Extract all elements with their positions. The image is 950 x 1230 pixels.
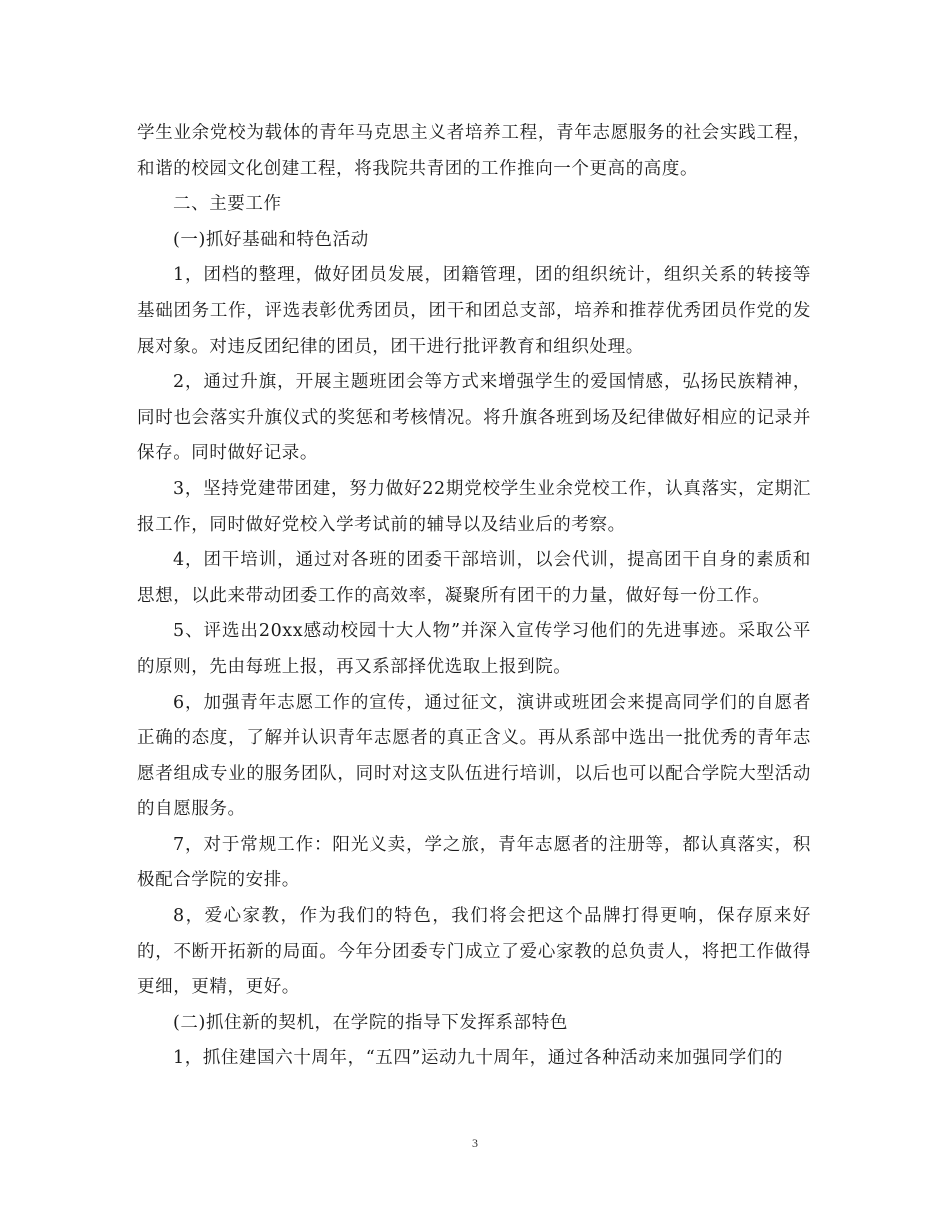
- paragraph: 1，团档的整理，做好团员发展，团籍管理，团的组织统计，组织关系的转接等基础团务工作，评选表彰优秀团员，团干和团总支部，培养和推荐优秀团员作党的发展对象。对违反团纪律的团员，团干进行批评教育和组织处理。: [137, 265, 811, 357]
- paragraph: 2，通过升旗，开展主题班团会等方式来增强学生的爱国情感，弘扬民族精神，同时也会落实升旗仪式的奖惩和考核情况。将升旗各班到场及纪律做好相应的记录并保存。同时做好记录。: [137, 372, 811, 464]
- section-heading: 二、主要工作: [173, 194, 282, 215]
- subsection-heading: (二)抓住新的契机，在学院的指导下发挥系部特色: [173, 1012, 568, 1033]
- document-body: [137, 116, 811, 1077]
- page-number: 3: [472, 1136, 478, 1150]
- subsection-heading: (一)抓好基础和特色活动: [173, 229, 369, 250]
- paragraph: 学生业余党校为载体的青年马克思主义者培养工程，青年志愿服务的社会实践工程，和谐的校园文化创建工程，将我院共青团的工作推向一个更高的高度。: [137, 123, 811, 179]
- paragraph: 4，团干培训，通过对各班的团委干部培训，以会代训，提高团干自身的素质和思想，以此来带动团委工作的高效率，凝聚所有团干的力量，做好每一份工作。: [137, 550, 811, 606]
- paragraph: 8，爱心家教，作为我们的特色，我们将会把这个品牌打得更响，保存原来好的，不断开拓新的局面。今年分团委专门成立了爱心家教的总负责人，将把工作做得更细，更精，更好。: [137, 906, 811, 998]
- paragraph: 1，抓住建国六十周年，“五四”运动九十周年，通过各种活动来加强同学们的: [173, 1048, 784, 1069]
- paragraph: 5、评选出20xx感动校园十大人物”并深入宣传学习他们的先进事迹。采取公平的原则，先由每班上报，再又系部择优选取上报到院。: [137, 621, 811, 677]
- paragraph: 7，对于常规工作：阳光义卖，学之旅，青年志愿者的注册等，都认真落实，积极配合学院的安排。: [137, 834, 811, 891]
- paragraph: 3，坚持党建带团建，努力做好22期党校学生业余党校工作，认真落实，定期汇报工作，同时做好党校入学考试前的辅导以及结业后的考察。: [137, 478, 811, 535]
- paragraph: 6，加强青年志愿工作的宣传，通过征文，演讲或班团会来提高同学们的自愿者正确的态度，了解并认识青年志愿者的真正含义。再从系部中选出一批优秀的青年志愿者组成专业的服务团队，同时对这支队伍进行培训，以后也可以配合学院大型活动的自愿服务。: [137, 692, 811, 820]
